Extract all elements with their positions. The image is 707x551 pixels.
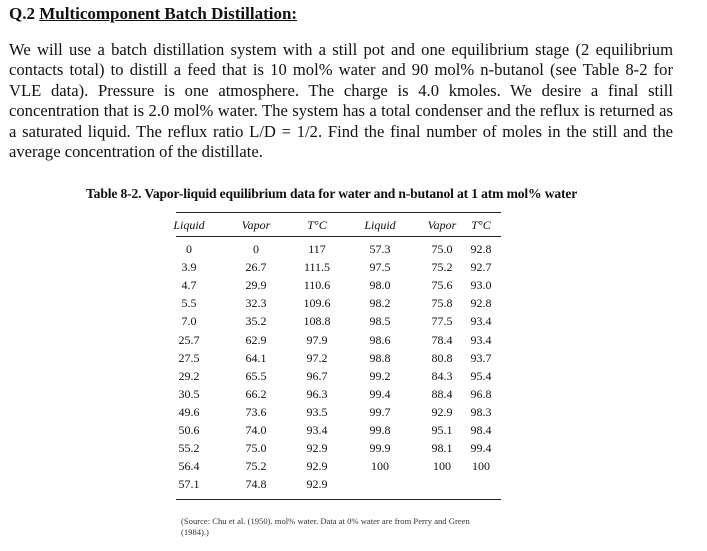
table-cell: 80.8 — [431, 350, 453, 365]
table-cell: 5.5 — [181, 296, 197, 311]
table-cell: 66.2 — [245, 386, 267, 401]
column-header: Vapor — [241, 218, 271, 232]
table-caption: Table 8-2. Vapor-liquid equilibrium data for water and n-butanol at 1 atm mol% water — [86, 186, 578, 201]
table-cell: 50.6 — [178, 423, 200, 437]
table-cell: 117 — [308, 242, 326, 256]
question-heading — [9, 4, 297, 24]
table-cell: 92.7 — [470, 260, 492, 275]
table-cell: 99.4 — [470, 441, 492, 456]
table-cell: 35.2 — [245, 314, 267, 329]
table-cell: 96.3 — [306, 386, 328, 401]
table-cell: 93.4 — [470, 332, 492, 347]
table-cell: 99.8 — [369, 423, 391, 437]
table-cell: 98.4 — [470, 423, 492, 437]
column-header: Vapor — [427, 218, 457, 232]
table-cell: 110.6 — [303, 278, 331, 293]
table-cell: 62.9 — [245, 332, 267, 347]
table-cell: 55.2 — [178, 441, 200, 456]
table-cell: 98.6 — [369, 332, 391, 347]
table-cell: 100 — [433, 459, 451, 474]
table-cell: 93.0 — [470, 278, 492, 293]
table-source-note: (Source: Chu et al. (1950). mol% water. Data at 0% water are from Perry and Green (1984).) — [181, 516, 470, 537]
table-cell: 4.7 — [181, 278, 197, 293]
table-cell: 93.4 — [470, 314, 492, 329]
table-cell: 75.0 — [431, 242, 453, 256]
table-cell: 96.7 — [306, 368, 328, 383]
table-cell: 99.7 — [369, 404, 391, 419]
table-cell: 108.8 — [303, 314, 331, 329]
table-cell: 75.2 — [431, 260, 453, 275]
table-cell: 95.1 — [431, 423, 453, 437]
table-cell: 27.5 — [178, 350, 200, 365]
table-cell: 32.3 — [245, 296, 267, 311]
table-cell: 84.3 — [431, 368, 453, 383]
question-title: Multicomponent Batch Distillation: — [39, 4, 298, 23]
table-cell: 93.4 — [306, 423, 328, 437]
table-cell: 65.5 — [245, 368, 267, 383]
table-cell: 97.5 — [369, 260, 391, 275]
column-header: Liquid — [364, 218, 396, 232]
table-cell: 0 — [186, 242, 192, 256]
table-cell: 92.9 — [431, 404, 453, 419]
table-cell: 95.4 — [470, 368, 492, 383]
table-cell: 0 — [253, 242, 259, 256]
column-header: Liquid — [173, 218, 205, 232]
table-cell: 92.8 — [470, 242, 492, 256]
table-cell: 98.5 — [369, 314, 391, 329]
table-cell: 92.9 — [306, 477, 328, 492]
table-bottom-rule — [176, 499, 501, 500]
table-cell: 109.6 — [303, 296, 331, 311]
table-top-rule — [176, 212, 501, 213]
table-cell: 92.8 — [470, 296, 492, 311]
table-cell: 99.9 — [369, 441, 391, 456]
table-cell: 99.4 — [369, 386, 391, 401]
table-cell: 77.5 — [431, 314, 453, 329]
table-cell: 3.9 — [181, 260, 197, 275]
table-cell: 93.7 — [470, 350, 492, 365]
vle-table — [173, 212, 501, 500]
column-header: T°C — [307, 218, 327, 232]
table-cell: 111.5 — [303, 260, 331, 275]
table-cell: 74.0 — [245, 423, 267, 437]
table-cell: 49.6 — [178, 404, 200, 419]
table-cell: 100 — [472, 459, 490, 474]
table-cell: 100 — [371, 459, 389, 474]
table-cell: 92.9 — [306, 459, 328, 474]
table-cell: 73.6 — [245, 404, 267, 419]
table-cell: 75.2 — [245, 459, 267, 474]
table-cell: 97.2 — [306, 350, 328, 365]
table-cell: 30.5 — [178, 386, 200, 401]
question-number: Q.2 — [9, 4, 35, 23]
table-cell: 97.9 — [306, 332, 328, 347]
table-cell: 88.4 — [431, 386, 453, 401]
table-cell: 98.2 — [369, 296, 391, 311]
table-cell: 75.8 — [431, 296, 453, 311]
table-cell: 25.7 — [178, 332, 200, 347]
table-cell: 74.8 — [245, 477, 267, 492]
table-cell: 98.3 — [470, 404, 492, 419]
table-cell: 7.0 — [181, 314, 197, 329]
table-cell: 98.0 — [369, 278, 391, 293]
table-cell: 29.9 — [245, 278, 267, 293]
column-header: T°C — [471, 218, 491, 232]
table-header-rule — [176, 236, 501, 237]
table-cell: 99.2 — [369, 368, 391, 383]
table-cell: 98.1 — [431, 441, 453, 456]
table-cell: 75.6 — [431, 278, 453, 293]
table-cell: 26.7 — [245, 260, 267, 275]
table-cell: 57.1 — [178, 477, 200, 492]
table-cell: 98.8 — [369, 350, 391, 365]
table-cell: 75.0 — [245, 441, 267, 456]
question-body: We will use a batch distillation system with a still pot and one equilibrium stage (2 equilibrium contacts total) to distill a feed that is 10 mol% water and 90 mol% n-butanol (see Table 8-2 for VLE data). Pressure is one atmosphere. The charge is 4.0 kmoles. We desire a final still concentration that is 2.0 mol% water. The system has a total condenser and the reflux is returned as a saturated liquid. The reflux ratio L/D = 1/2. Find the final number of moles in the still and the average concentration of the distillate. — [9, 40, 673, 162]
table-cell: 64.1 — [245, 350, 267, 365]
table-cell: 56.4 — [178, 459, 200, 474]
table-cell: 29.2 — [178, 368, 200, 383]
table-cell: 92.9 — [306, 441, 328, 456]
table-cell: 78.4 — [431, 332, 453, 347]
table-cell: 93.5 — [306, 404, 328, 419]
table-cell: 96.8 — [470, 386, 492, 401]
table-cell: 57.3 — [369, 242, 391, 256]
